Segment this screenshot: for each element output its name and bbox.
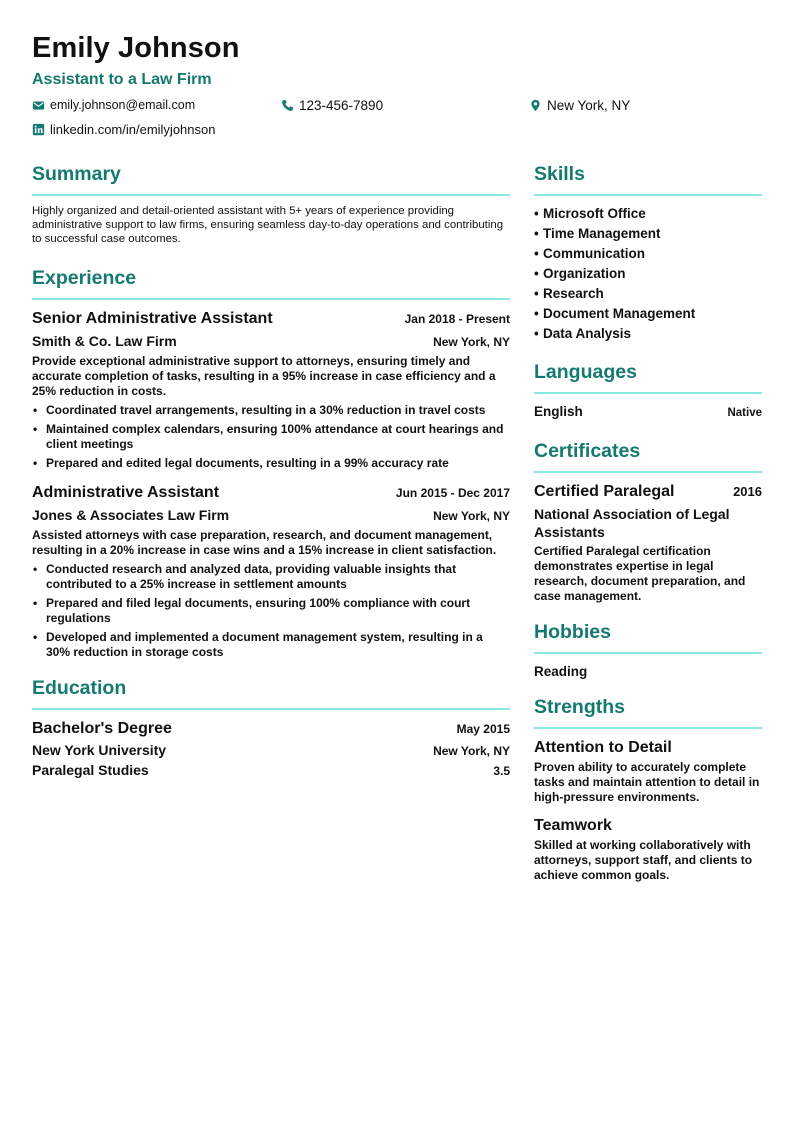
skill-label: Microsoft Office bbox=[543, 206, 646, 221]
section-divider bbox=[32, 708, 510, 710]
skill-item bbox=[534, 264, 762, 284]
job-bullet: • Maintained complex calendars, ensuring 100% attendance at court hearings and client meetings bbox=[32, 422, 510, 452]
strength-title: Attention to Detail bbox=[534, 739, 672, 756]
skill-item bbox=[534, 284, 762, 304]
field-of-study: Paralegal Studies bbox=[32, 762, 149, 778]
experience-heading: Experience bbox=[32, 267, 137, 289]
bullet: • bbox=[534, 206, 539, 221]
hobbies-section bbox=[534, 618, 762, 679]
linkedin-icon bbox=[32, 123, 45, 136]
summary-section bbox=[32, 160, 510, 246]
education-heading: Education bbox=[32, 677, 127, 699]
job-description: Assisted attorneys with case preparation, research, and document management, resulting in a 20% increase in case wins and a 15% increase in client satisfaction. bbox=[32, 528, 497, 557]
phone-text: 123-456-7890 bbox=[299, 98, 384, 113]
certificate-name: Certified Paralegal bbox=[534, 483, 675, 500]
job-bullets bbox=[32, 403, 510, 471]
job-dates: Jan 2018 - Present bbox=[404, 312, 510, 326]
contact-location bbox=[529, 98, 630, 113]
bullet: • bbox=[534, 266, 539, 281]
bullet: • bbox=[534, 226, 539, 241]
skill-label: Communication bbox=[543, 246, 646, 261]
job-bullet: • Prepared and edited legal documents, resulting in a 99% accuracy rate bbox=[32, 456, 510, 471]
certificate-description: Certified Paralegal certification demonstrates expertise in legal research, document preparation, and case management. bbox=[534, 544, 746, 603]
section-divider bbox=[32, 298, 510, 300]
section-divider bbox=[534, 471, 762, 473]
strength-description: Proven ability to accurately complete tasks and maintain attention to detail in high-pressure environments. bbox=[534, 760, 760, 804]
graduation-date: May 2015 bbox=[456, 722, 510, 736]
job-bullet: • Coordinated travel arrangements, resulting in a 30% reduction in travel costs bbox=[32, 403, 510, 418]
contact-email[interactable] bbox=[32, 98, 195, 112]
language-level: Native bbox=[727, 407, 762, 419]
skill-item bbox=[534, 324, 762, 344]
left-column bbox=[32, 160, 510, 778]
skills-list bbox=[534, 204, 762, 344]
summary-text: Highly organized and detail-oriented assistant with 5+ years of experience providing administrative support to law firms, ensuring seamless day-to-day operations and contributing to successful case outcomes. bbox=[32, 205, 504, 245]
languages-section bbox=[534, 358, 762, 419]
job-entry bbox=[32, 310, 510, 471]
certificates-heading: Certificates bbox=[534, 440, 641, 462]
job-bullet: • Prepared and filed legal documents, ensuring 100% compliance with court regulations bbox=[32, 596, 510, 626]
skills-section bbox=[534, 160, 762, 344]
summary-heading: Summary bbox=[32, 163, 121, 185]
skill-label: Organization bbox=[543, 266, 626, 281]
school-name: New York University bbox=[32, 742, 167, 758]
job-description: Provide exceptional administrative support to attorneys, ensuring timely and accurate completion of tasks, resulting in a 95% increase in case efficiency and a 25% reduction in costs. bbox=[32, 354, 496, 398]
skill-label: Data Analysis bbox=[543, 326, 632, 341]
language-item bbox=[534, 404, 762, 419]
job-title: Senior Administrative Assistant bbox=[32, 310, 273, 327]
email-icon bbox=[32, 99, 45, 112]
location-pin-icon bbox=[529, 99, 542, 112]
certificate-year: 2016 bbox=[733, 484, 762, 499]
bullet: • bbox=[534, 306, 539, 321]
bullet: • bbox=[534, 326, 539, 341]
strengths-heading: Strengths bbox=[534, 696, 626, 718]
contact-linkedin[interactable] bbox=[32, 122, 215, 137]
bullet: • bbox=[534, 246, 539, 261]
job-location: New York, NY bbox=[433, 335, 510, 349]
location-text: New York, NY bbox=[547, 98, 631, 113]
skill-item bbox=[534, 224, 762, 244]
languages-heading: Languages bbox=[534, 361, 637, 383]
job-bullets bbox=[32, 562, 510, 660]
language-name: English bbox=[534, 404, 583, 419]
skill-item bbox=[534, 204, 762, 224]
right-column bbox=[534, 160, 762, 883]
strength-description: Skilled at working collaboratively with attorneys, support staff, and clients to achieve common goals. bbox=[534, 838, 753, 882]
email-text: emily.johnson@email.com bbox=[50, 98, 196, 112]
job-role: Assistant to a Law Firm bbox=[32, 71, 212, 88]
hobby-item: Reading bbox=[534, 664, 588, 679]
degree: Bachelor's Degree bbox=[32, 720, 172, 737]
phone-icon bbox=[281, 99, 294, 112]
linkedin-text: linkedin.com/in/emilyjohnson bbox=[50, 122, 216, 137]
school-location: New York, NY bbox=[433, 744, 510, 758]
skills-heading: Skills bbox=[534, 163, 585, 185]
job-company: Jones & Associates Law Firm bbox=[32, 507, 230, 523]
contact-phone[interactable] bbox=[281, 98, 383, 113]
section-divider bbox=[32, 194, 510, 196]
job-entry bbox=[32, 484, 510, 660]
strength-title: Teamwork bbox=[534, 817, 612, 834]
skill-item bbox=[534, 304, 762, 324]
skill-item bbox=[534, 244, 762, 264]
job-title: Administrative Assistant bbox=[32, 484, 220, 501]
section-divider bbox=[534, 194, 762, 196]
gpa: 3.5 bbox=[493, 764, 510, 778]
job-dates: Jun 2015 - Dec 2017 bbox=[395, 486, 510, 500]
job-bullet: • Developed and implemented a document management system, resulting in a 30% reduction in storage costs bbox=[32, 630, 510, 660]
strengths-section bbox=[534, 693, 762, 883]
hobbies-heading: Hobbies bbox=[534, 621, 611, 643]
candidate-name: Emily Johnson bbox=[32, 32, 240, 64]
job-bullet: • Conducted research and analyzed data, providing valuable insights that contributed to a 25% increase in settlement amounts bbox=[32, 562, 510, 592]
bullet: • bbox=[534, 286, 539, 301]
job-location: New York, NY bbox=[433, 509, 510, 523]
skill-label: Document Management bbox=[543, 306, 696, 321]
education-section bbox=[32, 674, 510, 778]
experience-section bbox=[32, 264, 510, 660]
section-divider bbox=[534, 727, 762, 729]
skill-label: Research bbox=[543, 286, 604, 301]
section-divider bbox=[534, 392, 762, 394]
certificates-section bbox=[534, 437, 762, 604]
certificate-issuer: National Association of Legal Assistants bbox=[534, 506, 730, 540]
job-company: Smith & Co. Law Firm bbox=[32, 333, 177, 349]
section-divider bbox=[534, 652, 762, 654]
skill-label: Time Management bbox=[543, 226, 661, 241]
